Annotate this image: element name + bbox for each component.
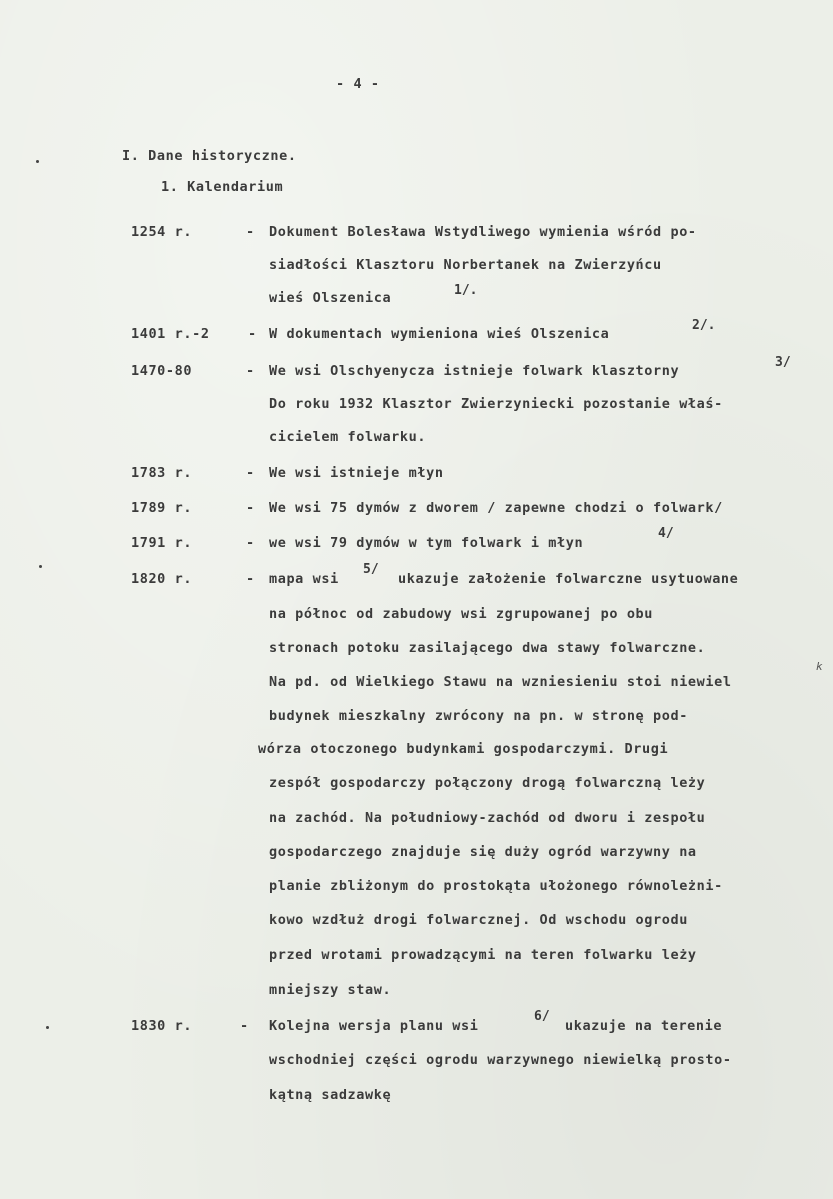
entry-line: budynek mieszkalny zwrócony na pn. w stronę pod-	[269, 708, 688, 724]
entry-dash: -	[246, 571, 255, 587]
entry-line: mniejszy staw.	[269, 982, 392, 998]
entry-dash: -	[246, 500, 255, 516]
entry-line: zespół gospodarczy połączony drogą folwarczną leży	[269, 775, 706, 791]
entry-line: ukazuje założenie folwarczne usytuowane	[398, 571, 739, 587]
entry-date: 1830 r.	[131, 1018, 193, 1034]
entry-line: we wsi 79 dymów w tym folwark i młyn	[269, 535, 584, 551]
entry-line: wieś Olszenica	[269, 290, 392, 306]
margin-dot	[46, 1026, 49, 1029]
entry-dash: -	[248, 326, 257, 342]
entry-dash: -	[246, 535, 255, 551]
margin-dot	[39, 565, 42, 568]
entry-line: Kolejna wersja planu wsi	[269, 1018, 479, 1034]
entry-line: na północ od zabudowy wsi zgrupowanej po obu	[269, 606, 654, 622]
entry-line: kątną sadzawkę	[269, 1087, 392, 1103]
entry-dash: -	[246, 465, 255, 481]
entry-line: na zachód. Na południowy-zachód od dworu i zespołu	[269, 810, 706, 826]
entry-date: 1401 r.-2	[131, 326, 210, 342]
entry-date: 1254 r.	[131, 224, 193, 240]
footnote-ref: 5/	[363, 562, 379, 577]
footnote-ref: 4/	[658, 526, 674, 541]
entry-line: We wsi 75 dymów z dworem / zapewne chodzi o folwark/	[269, 500, 723, 516]
handwritten-margin-mark: k	[816, 660, 823, 673]
entry-line: W dokumentach wymieniona wieś Olszenica	[269, 326, 610, 342]
entry-line: wórza otoczonego budynkami gospodarczymi. Drugi	[258, 741, 669, 757]
section-heading: I. Dane historyczne.	[122, 148, 297, 164]
entry-date: 1791 r.	[131, 535, 193, 551]
footnote-ref: 2/.	[692, 318, 716, 333]
entry-date: 1783 r.	[131, 465, 193, 481]
entry-line: Dokument Bolesława Wstydliwego wymienia wśród po-	[269, 224, 697, 240]
entry-line: kowo wzdłuż drogi folwarcznej. Od wschodu ogrodu	[269, 912, 688, 928]
subsection-heading: 1. Kalendarium	[161, 179, 284, 195]
entry-line: wschodniej części ogrodu warzywnego niewielką prosto-	[269, 1052, 732, 1068]
entry-line: mapa wsi	[269, 571, 339, 587]
entry-line: planie zbliżonym do prostokąta ułożonego równoleżni-	[269, 878, 723, 894]
page-number: - 4 -	[336, 76, 380, 92]
entry-line: przed wrotami prowadzącymi na teren folwarku leży	[269, 947, 697, 963]
entry-date: 1470-80	[131, 363, 193, 379]
entry-line: stronach potoku zasilającego dwa stawy folwarczne.	[269, 640, 706, 656]
entry-line: We wsi istnieje młyn	[269, 465, 444, 481]
footnote-ref: 1/.	[454, 283, 478, 298]
entry-date: 1820 r.	[131, 571, 193, 587]
entry-dash: -	[246, 224, 255, 240]
entry-date: 1789 r.	[131, 500, 193, 516]
entry-line: Na pd. od Wielkiego Stawu na wzniesieniu stoi niewiel	[269, 674, 732, 690]
entry-line: We wsi Olschyenycza istnieje folwark klasztorny	[269, 363, 680, 379]
entry-dash: -	[246, 363, 255, 379]
entry-line: gospodarczego znajduje się duży ogród warzywny na	[269, 844, 697, 860]
footnote-ref: 3/	[775, 355, 791, 370]
footnote-ref: 6/	[534, 1009, 550, 1024]
entry-line: cicielem folwarku.	[269, 429, 427, 445]
margin-dot	[36, 160, 39, 163]
entry-line: Do roku 1932 Klasztor Zwierzyniecki pozostanie właś-	[269, 396, 723, 412]
entry-line: siadłości Klasztoru Norbertanek na Zwierzyńcu	[269, 257, 662, 273]
entry-line: ukazuje na terenie	[565, 1018, 723, 1034]
entry-dash: -	[240, 1018, 249, 1034]
